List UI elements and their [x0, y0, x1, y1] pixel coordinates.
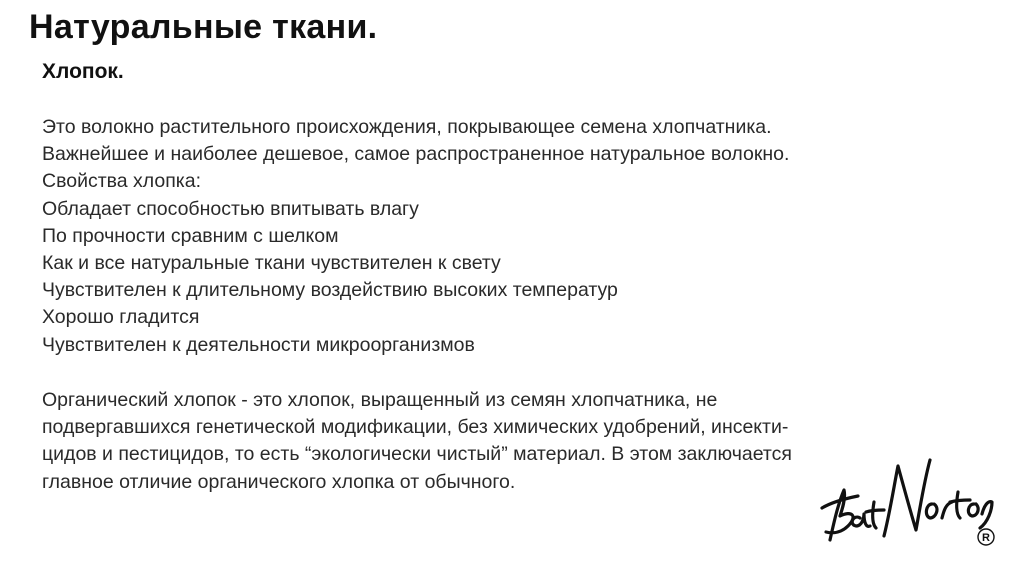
text-line: Чувствителен к длительному воздействию высоких температур: [42, 279, 618, 302]
registered-mark: [978, 529, 994, 545]
organic-paragraph: [42, 387, 942, 496]
section-subtitle: Хлопок.: [42, 60, 124, 83]
registered-mark-text: R: [982, 532, 990, 544]
text-line: Свойства хлопка:: [42, 170, 202, 193]
text-line: Это волокно растительного происхождения, покрывающее семена хлопчатника.: [42, 116, 772, 138]
brand-signature-logo: [808, 452, 998, 552]
text-line: подвергавшихся генетической модификации, без химических удобрений, инсекти-: [42, 416, 789, 439]
text-line: Хорошо гладится: [42, 306, 200, 329]
text-line: цидов и пестицидов, то есть “экологически чистый” материал. В этом заключается: [42, 443, 792, 466]
text-line: Важнейшее и наиболее дешевое, самое распространенное натуральное волокно.: [42, 143, 790, 166]
page-title: Натуральные ткани.: [29, 8, 378, 46]
text-line: Чувствителен к деятельности микроорганизмов: [42, 333, 475, 356]
description-block: [42, 114, 942, 359]
text-line: Как и все натуральные ткани чувствителен к свету: [42, 252, 501, 275]
text-line: Обладает способностью впитывать влагу: [42, 197, 419, 220]
text-line: Органический хлопок - это хлопок, выращенный из семян хлопчатника, не: [42, 389, 718, 411]
text-line: По прочности сравним с шелком: [42, 224, 339, 247]
text-line: главное отличие органического хлопка от обычного.: [42, 470, 516, 493]
